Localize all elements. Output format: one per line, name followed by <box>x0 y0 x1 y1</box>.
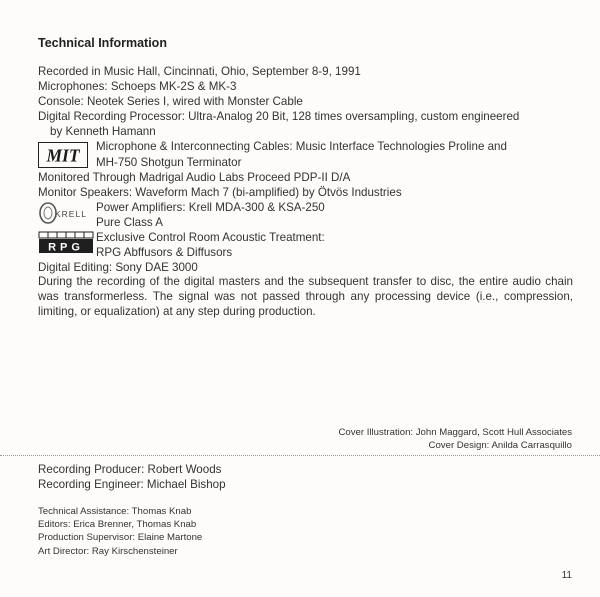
credit-processor-cont: by Kenneth Hamann <box>50 125 156 139</box>
credit-room: Exclusive Control Room Acoustic Treatment: <box>96 231 325 245</box>
rpg-logo <box>38 231 94 257</box>
credit-room-cont: RPG Abffusors & Diffusors <box>96 246 233 260</box>
rpg-logo-text: RPG <box>48 241 84 254</box>
recording-credits <box>38 462 226 492</box>
production-supervisor: Production Supervisor: Elaine Martone <box>38 532 203 544</box>
editors: Editors: Erica Brenner, Thomas Knab <box>38 519 197 531</box>
krell-logo-text: KRELL <box>55 208 87 219</box>
credit-processor: Digital Recording Processor: Ultra-Analog 20 Bit, 128 times oversampling, custom engineered <box>38 110 520 124</box>
credit-editing: Digital Editing: Sony DAE 3000 <box>38 261 198 275</box>
technical-credits <box>38 64 578 275</box>
technical-assistance: Technical Assistance: Thomas Knab <box>38 506 192 517</box>
recording-producer: Recording Producer: Robert Woods <box>38 463 222 476</box>
credit-cables-cont: MH-750 Shotgun Terminator <box>96 155 242 169</box>
divider <box>0 455 600 456</box>
krell-logo <box>38 200 94 226</box>
cover-credits <box>338 426 572 452</box>
room-row <box>38 230 578 260</box>
credit-cables: Microphone & Interconnecting Cables: Music Interface Technologies Proline and <box>96 140 507 154</box>
credit-amps: Power Amplifiers: Krell MDA-300 & KSA-250 <box>96 200 325 214</box>
credit-speakers: Monitor Speakers: Waveform Mach 7 (bi-amplified) by Ötvös Industries <box>38 185 402 199</box>
cover-design: Cover Design: Anilda Carrasquillo <box>428 440 572 451</box>
cables-row <box>38 139 578 169</box>
cover-illustration: Cover Illustration: John Maggard, Scott Hull Associates <box>338 427 572 438</box>
art-director: Art Director: Ray Kirschensteiner <box>38 545 178 557</box>
mit-logo-text: MIT <box>46 145 80 166</box>
staff-credits <box>38 505 202 558</box>
credit-microphones: Microphones: Schoeps MK-2S & MK-3 <box>38 80 237 94</box>
transformerless-paragraph: During the recording of the digital masters and the subsequent transfer to disc, the entire audio chain was transformerless. The signal was not passed through any processing device (i.e., compression, limiting, or equalization) at any step during production. <box>38 275 573 319</box>
credit-recorded: Recorded in Music Hall, Cincinnati, Ohio, September 8-9, 1991 <box>38 65 361 78</box>
page-number: 11 <box>561 570 572 581</box>
amps-row <box>38 200 578 230</box>
credit-console: Console: Neotek Series I, wired with Monster Cable <box>38 95 303 109</box>
section-heading: Technical Information <box>38 36 167 50</box>
credit-monitored: Monitored Through Madrigal Audio Labs Proceed PDP-II D/A <box>38 170 351 184</box>
credit-amps-cont: Pure Class A <box>96 215 164 229</box>
recording-engineer: Recording Engineer: Michael Bishop <box>38 478 226 491</box>
mit-logo <box>38 142 88 168</box>
